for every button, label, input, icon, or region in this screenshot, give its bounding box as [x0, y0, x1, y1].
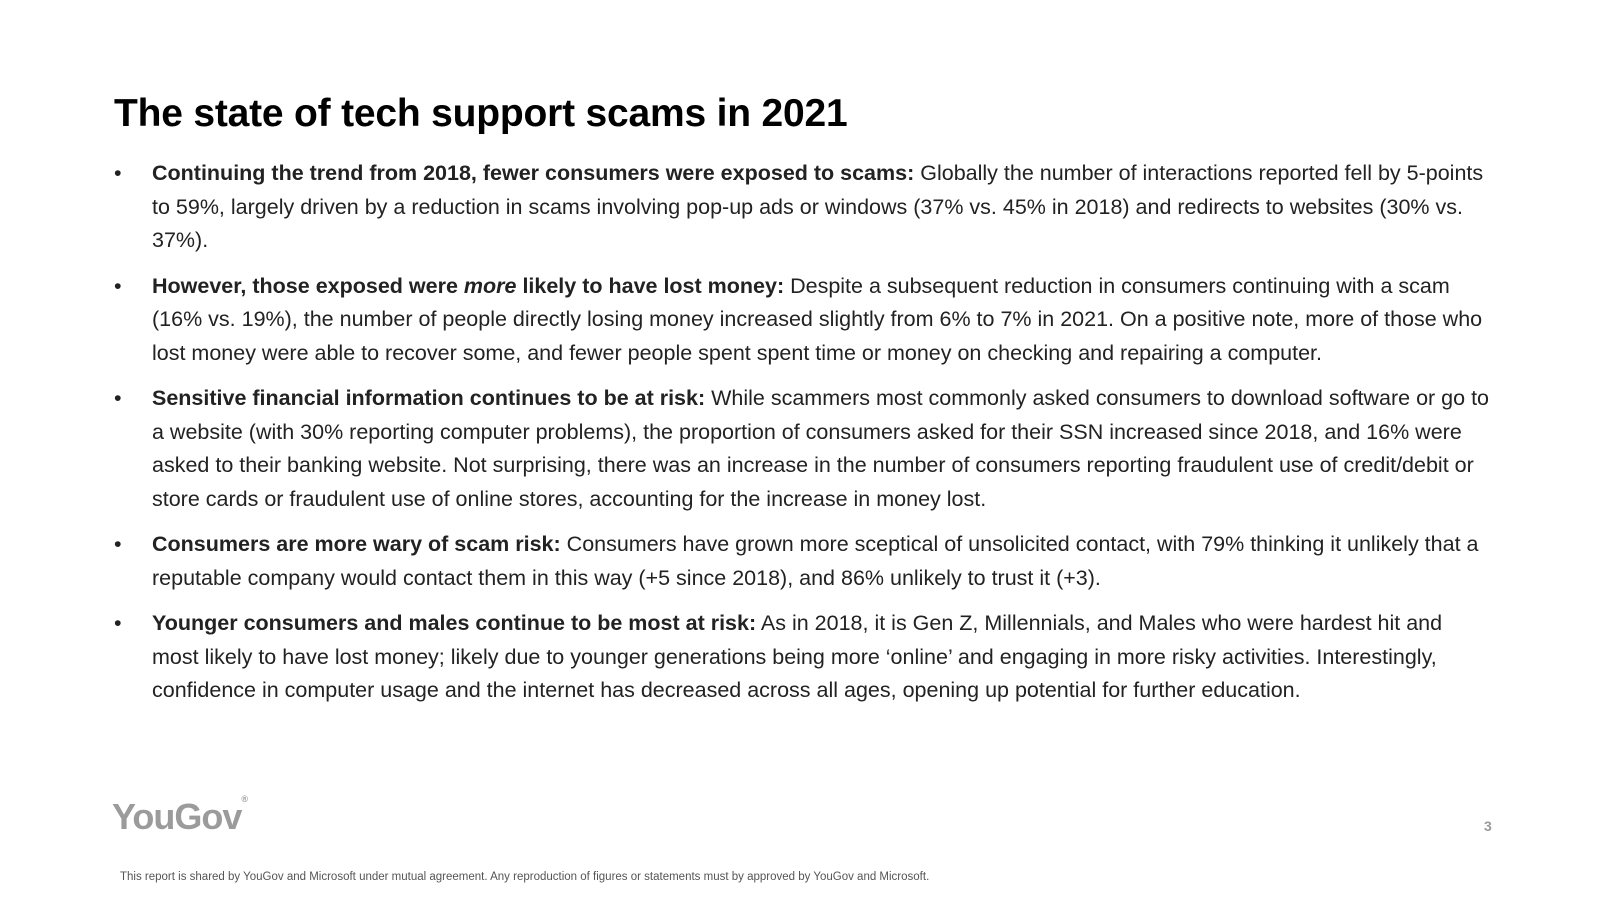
bullet-item [114, 607, 1494, 708]
bullet-lead-end: likely to have lost money: [516, 273, 785, 298]
registered-mark: ® [241, 794, 247, 804]
logo-text: YouGov [112, 796, 242, 837]
bullet-item [114, 270, 1494, 371]
bullet-lead: Younger consumers and males continue to be most at risk: [152, 611, 757, 635]
bullet-body: While scammers most commonly asked consumers to download software or go to a website (with 30% reporting computer problems), the proportion of consumers asked for their SSN increased since 2018, and 16% were asked to their banking website. Not surprising, there was an increase in the number of consumers reporting fraudulent use of credit/debit or store cards or fraudulent use of online stores, accounting for the increase in money lost. [152, 386, 1489, 511]
bullet-lead: Sensitive financial information continues to be at risk: [152, 386, 706, 410]
bullet-lead [152, 274, 784, 298]
bullet-marker: • [114, 386, 122, 410]
bullet-item [114, 528, 1494, 595]
bullet-lead-start: However, those exposed were [152, 273, 464, 298]
footer-disclaimer: This report is shared by YouGov and Microsoft under mutual agreement. Any reproduction of figures or statements must by approved by YouGov and Microsoft. [120, 871, 930, 883]
bullet-marker: • [114, 273, 122, 298]
bullet-marker: • [114, 161, 122, 185]
bullet-body: Globally the number of interactions reported fell by 5-points to 59%, largely driven by a reduction in scams involving pop-up ads or windows (37% vs. 45% in 2018) and redirects to websites (30% vs. 37%). [152, 161, 1484, 252]
bullet-list [114, 157, 1494, 720]
bullet-lead: Continuing the trend from 2018, fewer consumers were exposed to scams: [152, 161, 915, 185]
bullet-marker: • [114, 532, 122, 556]
bullet-lead: Consumers are more wary of scam risk: [152, 532, 561, 556]
bullet-body: As in 2018, it is Gen Z, Millennials, and Males who were hardest hit and most likely to have lost money; likely due to younger generations being more ‘online’ and engaging in more risky activities. Interestingly, confidence in computer usage and the internet has decreased across all ages, opening up potential for further education. [152, 611, 1443, 702]
page-title: The state of tech support scams in 2021 [114, 92, 848, 135]
page-number: 3 [1484, 818, 1492, 834]
bullet-item [114, 157, 1494, 258]
bullet-item [114, 382, 1494, 516]
bullet-body: Consumers have grown more sceptical of unsolicited contact, with 79% thinking it unlikely that a reputable company would contact them in this way (+5 since 2018), and 86% unlikely to trust it (+3). [152, 532, 1479, 590]
yougov-logo [112, 796, 247, 838]
bullet-body: Despite a subsequent reduction in consumers continuing with a scam (16% vs. 19%), the number of people directly losing money increased slightly from 6% to 7% in 2021. On a positive note, more of those who lost money were able to recover some, and fewer people spent spent time or money on checking and repairing a computer. [152, 273, 1483, 365]
bullet-lead-emphasis: more [463, 273, 517, 298]
bullet-marker: • [114, 611, 122, 635]
